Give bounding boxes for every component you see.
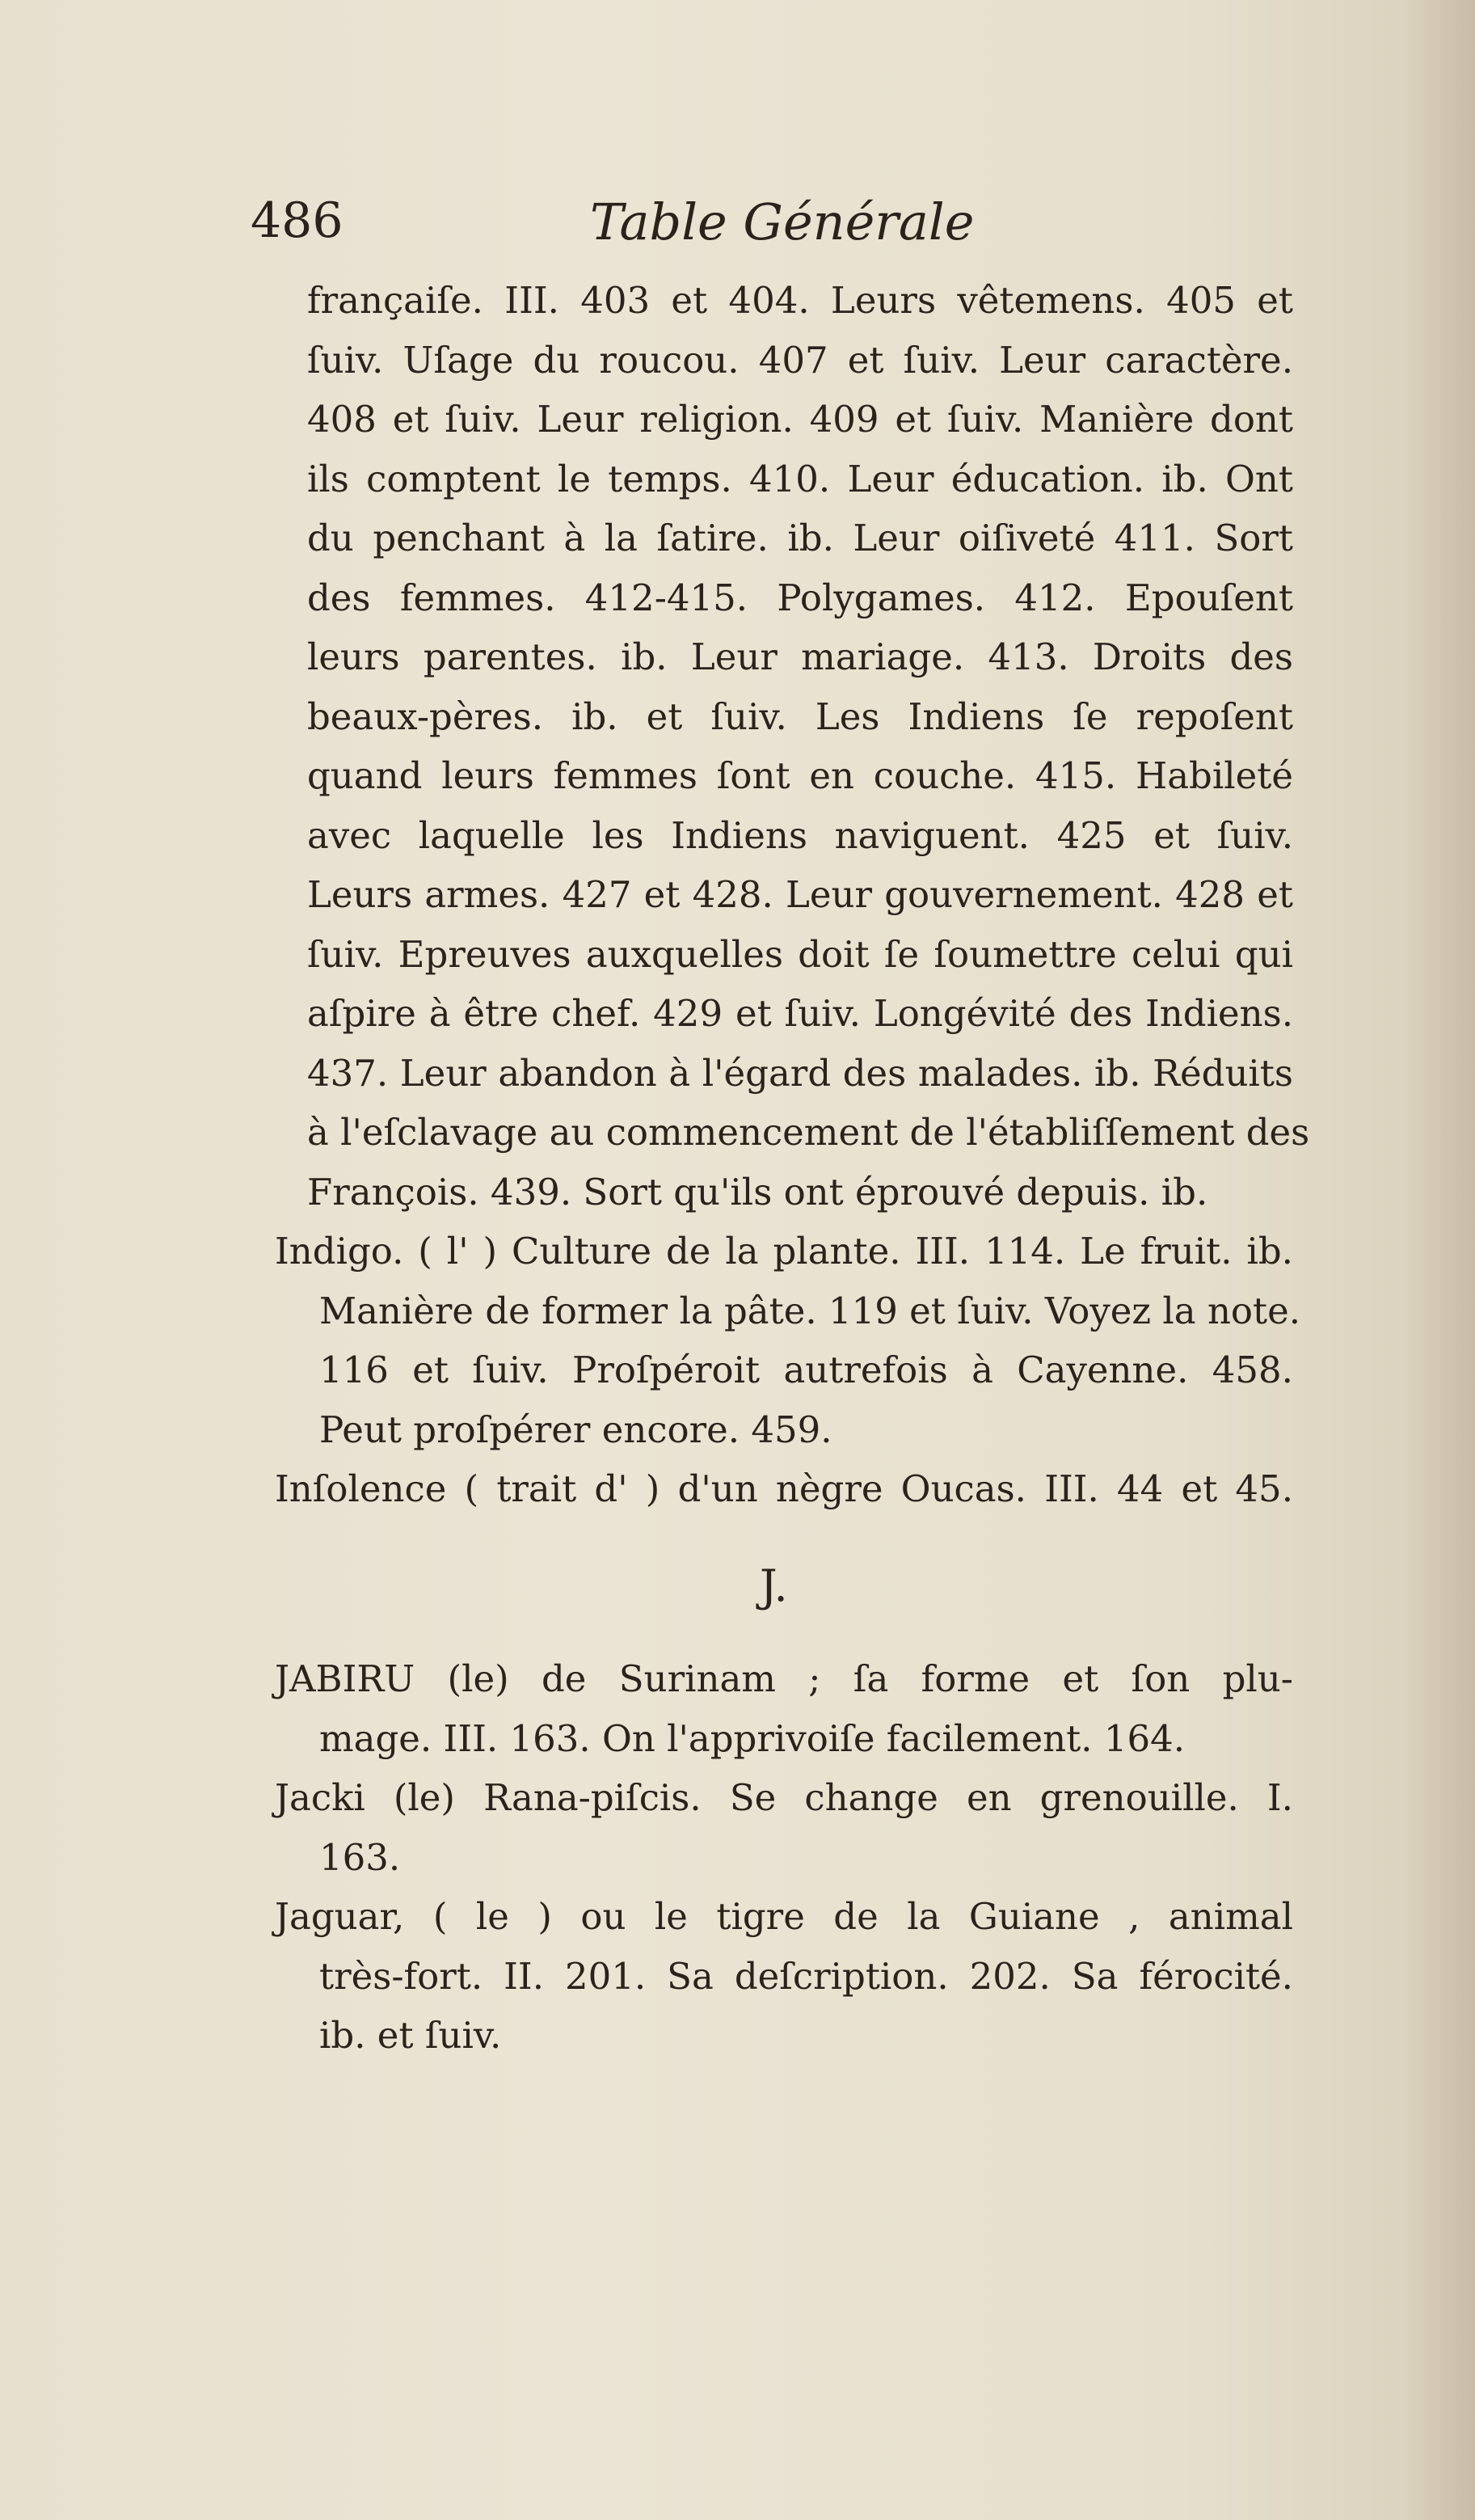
text-line: Manière de former la pâte. 119 et ſuiv. Voyez la note. [319, 1289, 1301, 1332]
text-line: ſuiv. Uſage du roucou. 407 et ſuiv. Leur caractère. [307, 338, 1293, 382]
entry-continuation [307, 271, 1310, 1222]
text-line: françaiſe. III. 403 et 404. Leurs vêtemens. 405 et [307, 279, 1293, 322]
text-line: à l'eſclavage au commencement de l'établiſſement des [307, 1111, 1310, 1154]
text-line: beaux-pères. ib. et ſuiv. Les Indiens ſe repoſent [307, 694, 1293, 738]
text-line: Leurs armes. 427 et 428. Leur gouvernement. 428 et [307, 873, 1293, 916]
text-line: leurs parentes. ib. Leur mariage. 413. Droits des [307, 635, 1293, 678]
text-line: ib. et ſuiv. [319, 2014, 502, 2057]
entry-headline: Jacki (le) Rana-piſcis. Se change en grenouille. I. [275, 1776, 1293, 1819]
entry-headline: Inſolence ( trait d' ) d'un nègre Oucas. III. 44 et 45. [275, 1467, 1293, 1510]
text-line: avec laquelle les Indiens naviguent. 425 et ſuiv. [307, 813, 1293, 857]
text-line: ils comptent le temps. 410. Leur éducation. ib. Ont [307, 457, 1293, 500]
entry-headline: JABIRU (le) de Surinam ; ſa forme et ſon plu- [275, 1657, 1293, 1700]
section-letter: J. [760, 1560, 788, 1611]
index-entries-j [275, 1649, 1293, 2066]
entry-headline: Indigo. ( l' ) Culture de la plante. III. 114. Le fruit. ib. [275, 1230, 1293, 1273]
text-line: 163. [319, 1835, 401, 1879]
index-entry-insolence [275, 1459, 1293, 1519]
index-entry-jabiru [275, 1649, 1293, 1768]
running-title: Table Générale [590, 192, 975, 251]
text-line: très-fort. II. 201. Sa deſcription. 202. Sa férocité. [319, 1954, 1293, 1998]
page-header [251, 192, 1301, 265]
text-line: ſuiv. Epreuves auxquelles doit ſe ſoumettre celui qui [307, 932, 1293, 976]
entry-headline: Jaguar, ( le ) ou le tigre de la Guiane , animal [275, 1895, 1293, 1938]
index-entry-jaguar [275, 1887, 1293, 2066]
text-line: du penchant à la ſatire. ib. Leur oiſiveté 411. Sort [307, 517, 1293, 559]
text-line: des femmes. 412-415. Polygames. 412. Epouſent [307, 576, 1293, 619]
text-line: François. 439. Sort qu'ils ont éprouvé depuis. ib. [307, 1170, 1208, 1214]
text-line: 116 et ſuiv. Proſpéroit autrefois à Cayenne. 458. [319, 1349, 1293, 1391]
index-entry-jacki [275, 1768, 1293, 1887]
page-number: 486 [251, 192, 343, 249]
index-entry-indigo [275, 1222, 1301, 1459]
text-line: aſpire à être chef. 429 et ſuiv. Longévité des Indiens. [307, 992, 1293, 1035]
index-entries-i [275, 271, 1310, 1519]
text-line: mage. III. 163. On l'apprivoiſe facilement. 164. [319, 1716, 1186, 1760]
text-line: 408 et ſuiv. Leur religion. 409 et ſuiv. Manière dont [307, 398, 1293, 441]
text-line: Peut proſpérer encore. 459. [319, 1408, 832, 1451]
text-line: 437. Leur abandon à l'égard des malades. ib. Réduits [307, 1051, 1293, 1095]
text-line: quand leurs femmes ſont en couche. 415. Habileté [307, 754, 1293, 797]
